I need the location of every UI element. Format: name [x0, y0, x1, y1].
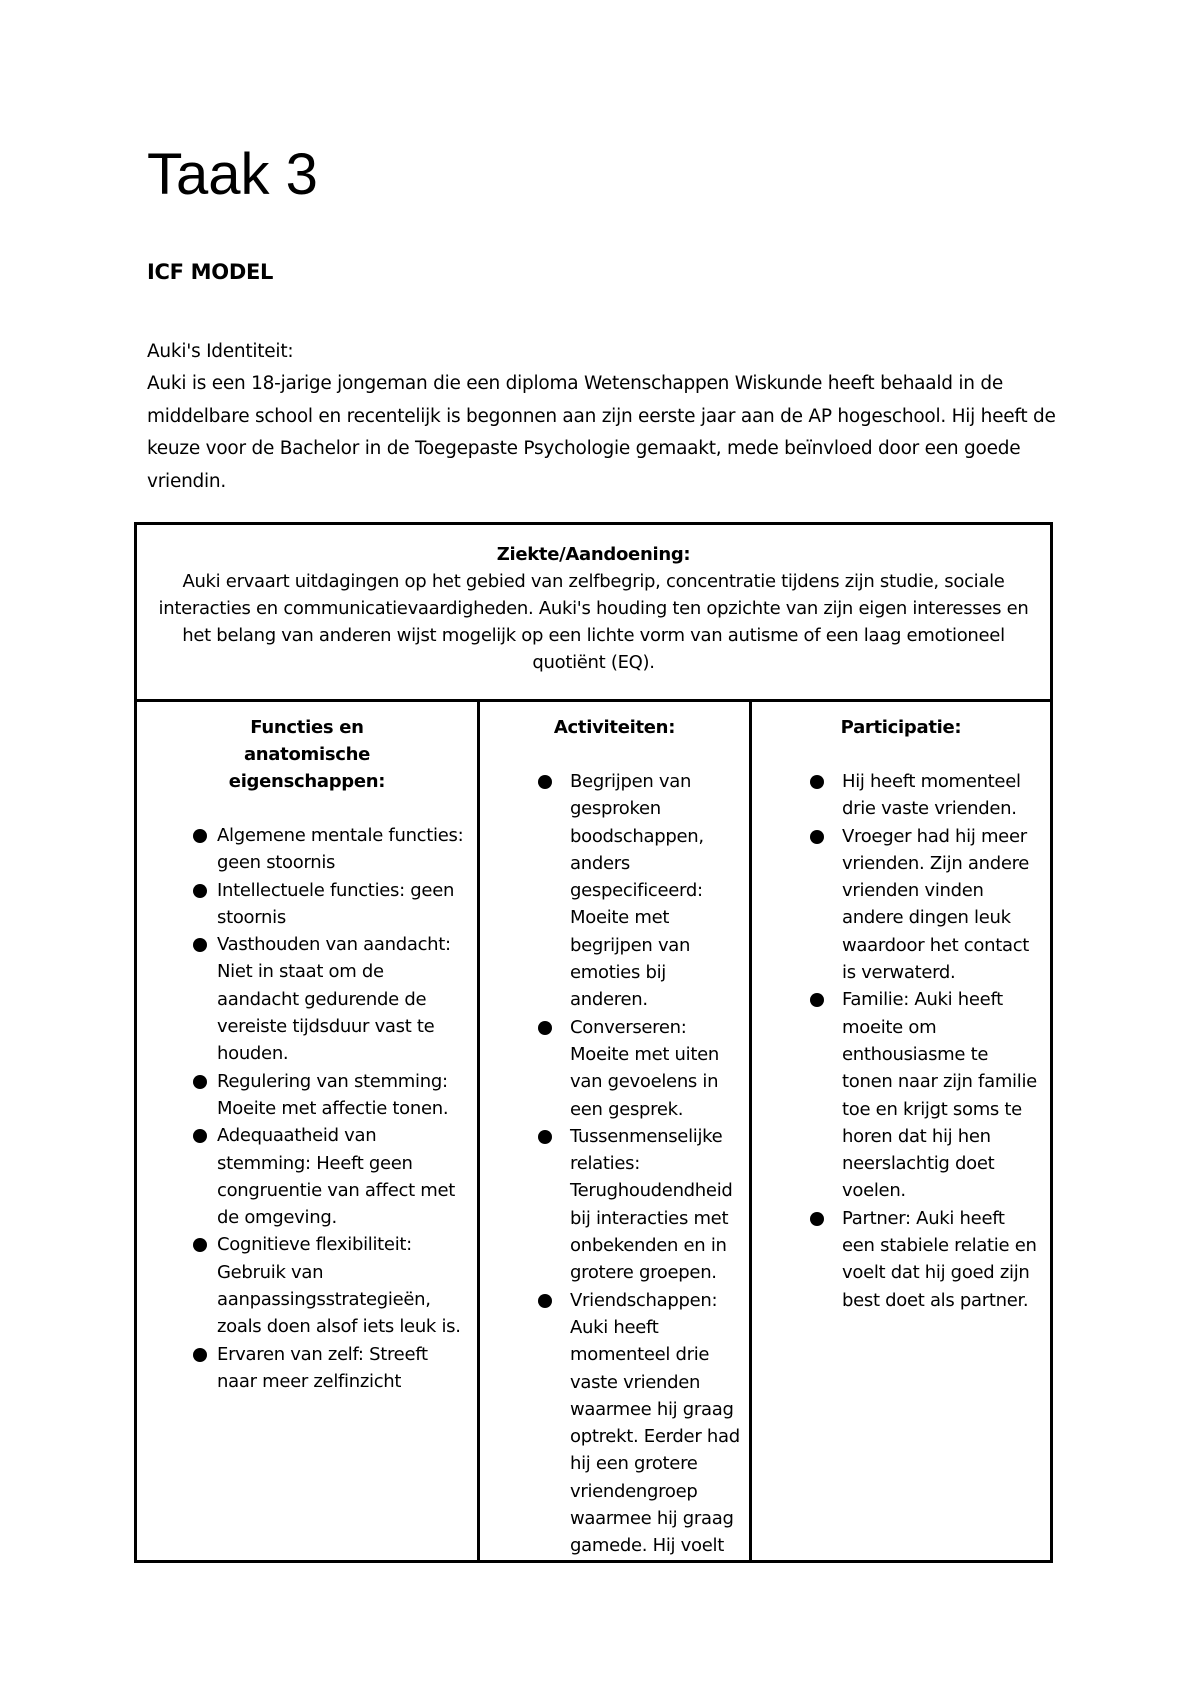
bullet-icon — [538, 1021, 552, 1035]
functions-column — [136, 701, 479, 1562]
list-item: Partner: Auki heeft een stabiele relatie en voelt dat hij goed zijn best doet als partner. — [760, 1205, 1042, 1314]
bullet-icon — [538, 1130, 552, 1144]
bullet-icon — [538, 1294, 552, 1308]
condition-text: Auki ervaart uitdagingen op het gebied van zelfbegrip, concentratie tijdens zijn studie, sociale interacties en communicatievaardigheden. Auki's houding ten opzichte van zijn eigen interesses en het belang van anderen wijst mogelijk op een lichte vorm van autisme of een laag emotioneel quotiënt (EQ). — [158, 571, 1029, 673]
list-item: Vroeger had hij meer vrienden. Zijn andere vrienden vinden andere dingen leuk waardoor het contact is verwaterd. — [760, 823, 1042, 987]
bullet-icon — [193, 884, 207, 898]
activities-column — [479, 701, 751, 1562]
activities-heading: Activiteiten: — [553, 717, 676, 738]
identity-block — [147, 336, 1067, 498]
participation-heading: Participatie: — [840, 717, 962, 738]
section-heading: ICF MODEL — [147, 260, 274, 284]
bullet-icon — [810, 993, 824, 1007]
bullet-icon — [193, 829, 207, 843]
functions-list — [145, 822, 469, 1395]
condition-cell — [136, 524, 1052, 701]
bullet-icon — [193, 938, 207, 952]
list-item: Cognitieve flexibiliteit: Gebruik van aanpassingsstrategieën, zoals doen alsof iets leuk is. — [145, 1231, 469, 1340]
participation-list — [760, 768, 1042, 1314]
bullet-icon — [193, 1075, 207, 1089]
functions-heading: Functies en anatomische eigenschappen: — [228, 717, 386, 792]
activities-list — [488, 768, 741, 1560]
bullet-icon — [193, 1129, 207, 1143]
list-item: Begrijpen van gesproken boodschappen, anders gespecificeerd: Moeite met begrijpen van emoties bij anderen. — [488, 768, 741, 1014]
list-item: Regulering van stemming: Moeite met affectie tonen. — [145, 1068, 469, 1123]
list-item: Hij heeft momenteel drie vaste vrienden. — [760, 768, 1042, 823]
bullet-icon — [810, 830, 824, 844]
list-item: Vasthouden van aandacht: Niet in staat om de aandacht gedurende de vereiste tijdsduur vast te houden. — [145, 931, 469, 1067]
bullet-icon — [193, 1238, 207, 1252]
identity-text: Auki is een 18-jarige jongeman die een diploma Wetenschappen Wiskunde heeft behaald in de middelbare school en recentelijk is begonnen aan zijn eerste jaar aan de AP hogeschool. Hij heeft de keuze voor de Bachelor in de Toegepaste Psychologie gemaakt, mede beïnvloed door een goede vriendin. — [147, 373, 1056, 492]
bullet-icon — [810, 775, 824, 789]
list-item: Adequaatheid van stemming: Heeft geen congruentie van affect met de omgeving. — [145, 1122, 469, 1231]
bullet-icon — [193, 1348, 207, 1362]
list-item: Tussenmenselijke relaties: Terughoudendheid bij interacties met onbekenden en in grotere groepen. — [488, 1123, 741, 1287]
list-item: Ervaren van zelf: Streeft naar meer zelfinzicht — [145, 1341, 469, 1396]
icf-table — [134, 522, 1053, 1563]
participation-column — [751, 701, 1052, 1562]
identity-label: Auki's Identiteit: — [147, 341, 294, 362]
list-item: Intellectuele functies: geen stoornis — [145, 877, 469, 932]
page-title: Taak 3 — [147, 142, 318, 207]
list-item: Familie: Auki heeft moeite om enthousiasme te tonen naar zijn familie toe en krijgt soms te horen dat hij hen neerslachtig doet voelen. — [760, 986, 1042, 1204]
bullet-icon — [810, 1212, 824, 1226]
list-item: Algemene mentale functies: geen stoornis — [145, 822, 469, 877]
bullet-icon — [538, 775, 552, 789]
list-item: Converseren: Moeite met uiten van gevoelens in een gesprek. — [488, 1014, 741, 1123]
list-item: Vriendschappen: Auki heeft momenteel drie vaste vrienden waarmee hij graag optrekt. Eerder had hij een grotere vriendengroep waarmee hij graag gamede. Hij voelt — [488, 1287, 741, 1560]
condition-heading: Ziekte/Aandoening: — [496, 544, 691, 565]
